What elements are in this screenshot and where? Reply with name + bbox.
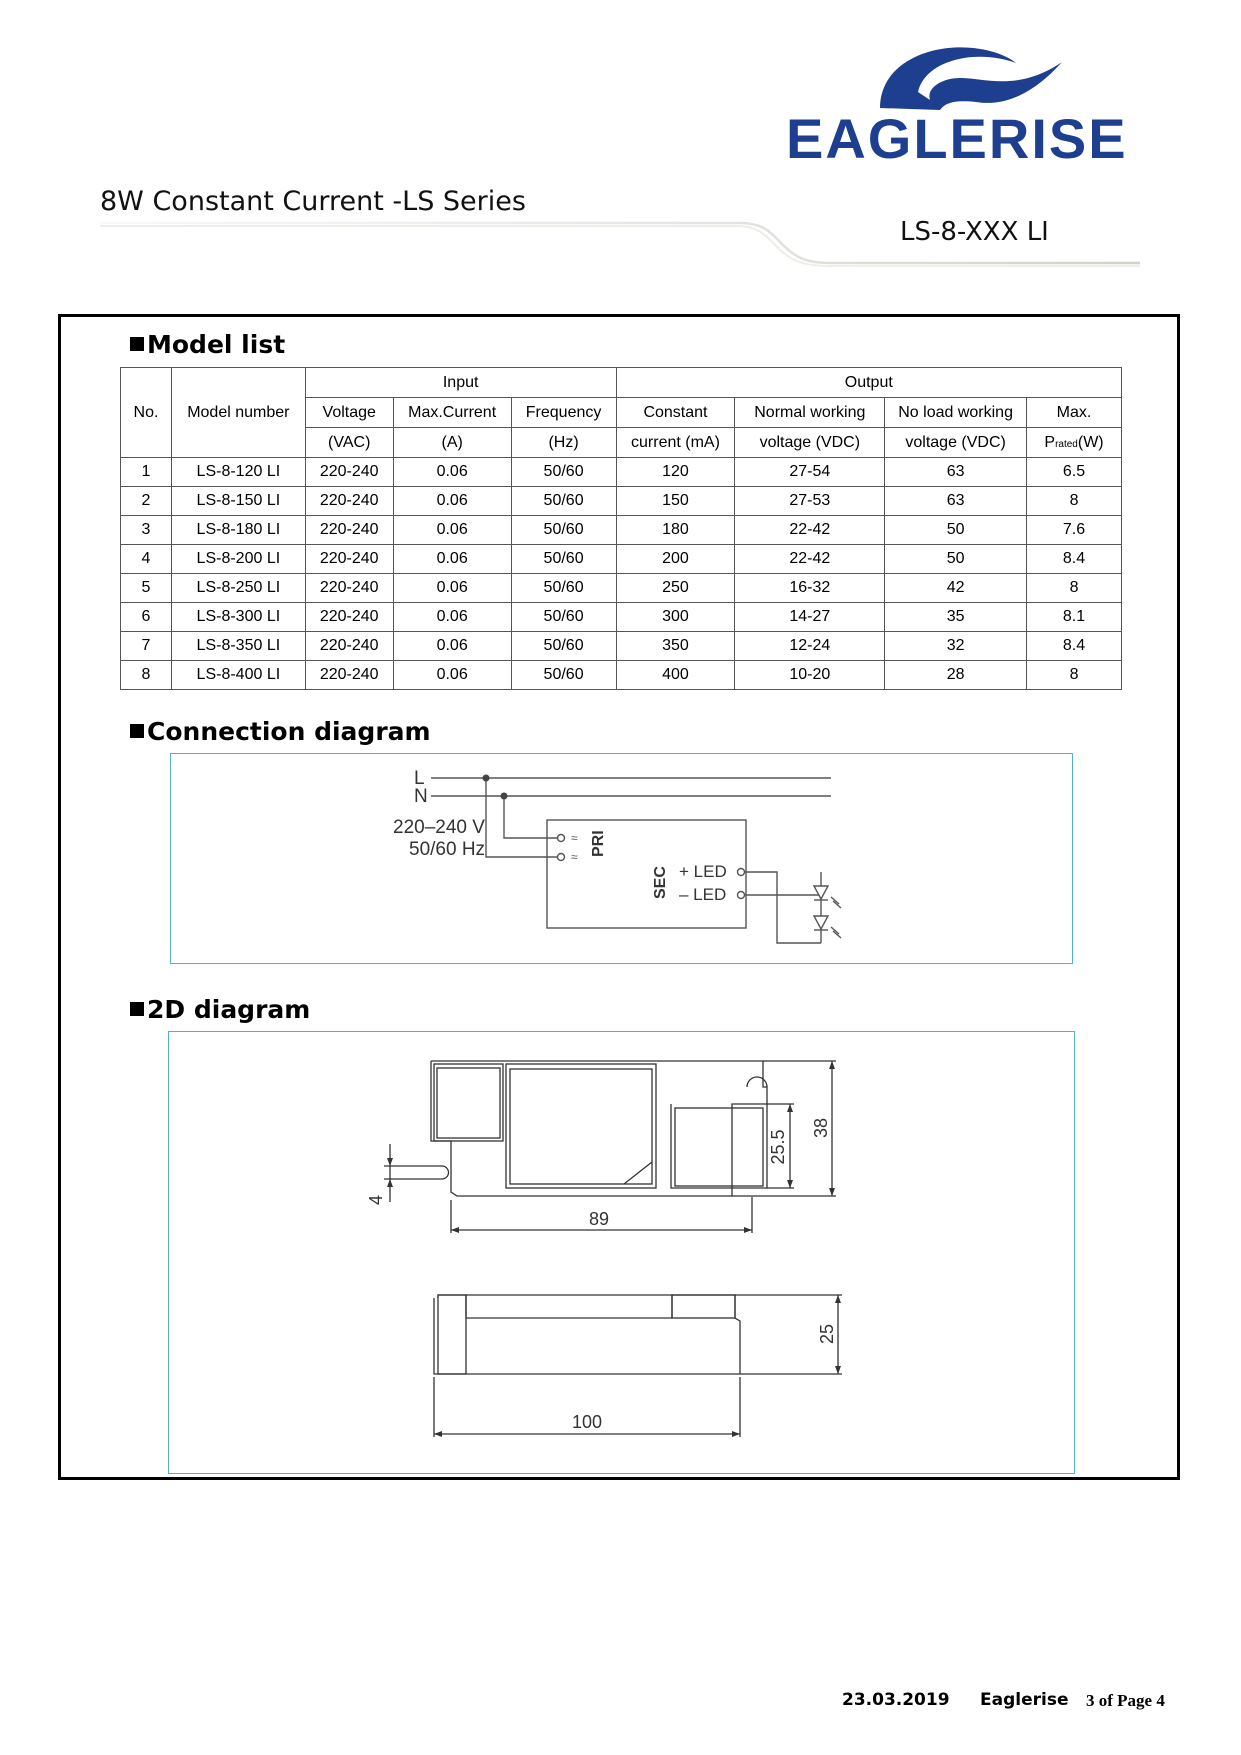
col-header-name: Voltage <box>305 398 393 428</box>
table-cell: LS-8-120 LI <box>171 458 305 487</box>
table-cell: 50 <box>885 545 1027 574</box>
table-cell: 16-32 <box>735 574 885 603</box>
dim-width-top: 89 <box>588 1209 610 1229</box>
dim-height-side: 25 <box>817 1323 837 1345</box>
table-cell: 400 <box>616 661 735 690</box>
table-cell: 220-240 <box>305 458 393 487</box>
led-plus-label: + LED <box>679 862 727 881</box>
col-header-unit: voltage (VDC) <box>735 428 885 458</box>
table-cell: 0.06 <box>393 632 511 661</box>
table-cell: 50/60 <box>511 458 616 487</box>
connection-diagram-box <box>170 753 1073 964</box>
dim-tab: 4 <box>366 1194 386 1206</box>
table-cell: LS-8-150 LI <box>171 487 305 516</box>
col-header-name: No load working <box>885 398 1027 428</box>
table-cell: 300 <box>616 603 735 632</box>
table-cell: 220-240 <box>305 574 393 603</box>
col-header-unit: (A) <box>393 428 511 458</box>
table-cell: 220-240 <box>305 516 393 545</box>
table-cell: 50/60 <box>511 574 616 603</box>
ac-symbol: ≈ <box>571 831 578 845</box>
table-cell: 220-240 <box>305 632 393 661</box>
ac-symbol: ≈ <box>571 850 578 864</box>
table-cell: 50/60 <box>511 661 616 690</box>
table-cell: LS-8-180 LI <box>171 516 305 545</box>
table-cell: LS-8-200 LI <box>171 545 305 574</box>
2d-diagram-box <box>168 1031 1075 1474</box>
table-row <box>121 661 1122 690</box>
col-header-name: Max. <box>1027 398 1122 428</box>
table-cell: 50/60 <box>511 603 616 632</box>
eaglerise-logo <box>780 40 1140 170</box>
header-divider <box>100 218 1140 270</box>
input-voltage-label: 220–240 V <box>393 817 485 838</box>
col-header-unit: (VAC) <box>305 428 393 458</box>
table-cell: 4 <box>121 545 172 574</box>
col-header-name: Normal working <box>735 398 885 428</box>
table-cell: 180 <box>616 516 735 545</box>
table-cell: LS-8-250 LI <box>171 574 305 603</box>
table-cell: 200 <box>616 545 735 574</box>
pri-label: PRI <box>590 830 607 857</box>
table-cell: 8.1 <box>1027 603 1122 632</box>
table-cell: 14-27 <box>735 603 885 632</box>
table-row <box>121 603 1122 632</box>
table-cell: 0.06 <box>393 487 511 516</box>
model-table <box>120 367 1122 690</box>
table-cell: LS-8-300 LI <box>171 603 305 632</box>
section-title-connection: Connection diagram <box>130 717 431 746</box>
logo-text: EAGLERISE <box>786 107 1128 170</box>
table-cell: LS-8-350 LI <box>171 632 305 661</box>
footer-company: Eaglerise <box>980 1690 1069 1710</box>
table-row <box>121 487 1122 516</box>
table-cell: 2 <box>121 487 172 516</box>
footer-date: 23.03.2019 <box>842 1690 950 1710</box>
table-cell: 0.06 <box>393 516 511 545</box>
dim-height-inner: 25.5 <box>768 1129 788 1165</box>
col-header-name: Constant <box>616 398 735 428</box>
led-minus-label: – LED <box>679 885 727 904</box>
table-row <box>121 516 1122 545</box>
table-cell: 27-53 <box>735 487 885 516</box>
table-cell: 0.06 <box>393 545 511 574</box>
table-cell: 8 <box>1027 661 1122 690</box>
table-cell: 22-42 <box>735 545 885 574</box>
table-cell: 8.4 <box>1027 632 1122 661</box>
col-header-unit: current (mA) <box>616 428 735 458</box>
table-cell: 50/60 <box>511 545 616 574</box>
table-cell: 12-24 <box>735 632 885 661</box>
table-cell: 120 <box>616 458 735 487</box>
table-cell: 42 <box>885 574 1027 603</box>
table-cell: 7.6 <box>1027 516 1122 545</box>
line-label-n: N <box>414 786 428 807</box>
col-header-name: Max.Current <box>393 398 511 428</box>
col-header-unit: voltage (VDC) <box>885 428 1027 458</box>
line-label-l: L <box>414 768 425 789</box>
group-header-input: Input <box>305 368 616 398</box>
table-cell: 3 <box>121 516 172 545</box>
table-cell: 8.4 <box>1027 545 1122 574</box>
table-cell: 22-42 <box>735 516 885 545</box>
table-cell: 50 <box>885 516 1027 545</box>
dim-width-side: 100 <box>571 1412 603 1432</box>
table-cell: 1 <box>121 458 172 487</box>
table-cell: 8 <box>1027 574 1122 603</box>
table-cell: 250 <box>616 574 735 603</box>
table-cell: 50/60 <box>511 632 616 661</box>
table-cell: 32 <box>885 632 1027 661</box>
col-header-name: Frequency <box>511 398 616 428</box>
section-title-2d: 2D diagram <box>130 995 310 1024</box>
table-cell: 0.06 <box>393 458 511 487</box>
sec-label: SEC <box>652 866 669 899</box>
table-cell: 0.06 <box>393 661 511 690</box>
table-cell: 150 <box>616 487 735 516</box>
group-header-output: Output <box>616 368 1121 398</box>
table-cell: 6.5 <box>1027 458 1122 487</box>
col-header-no: No. <box>121 368 172 458</box>
table-row <box>121 458 1122 487</box>
table-row <box>121 574 1122 603</box>
section-title-model-list: Model list <box>130 330 285 359</box>
col-header-unit: (Hz) <box>511 428 616 458</box>
dim-height-outer: 38 <box>811 1117 831 1139</box>
table-cell: 220-240 <box>305 603 393 632</box>
table-row <box>121 632 1122 661</box>
table-row <box>121 545 1122 574</box>
connection-diagram <box>171 754 1071 962</box>
table-cell: 27-54 <box>735 458 885 487</box>
table-cell: 7 <box>121 632 172 661</box>
table-cell: 220-240 <box>305 545 393 574</box>
table-cell: 35 <box>885 603 1027 632</box>
table-cell: 0.06 <box>393 574 511 603</box>
2d-diagram <box>169 1032 1073 1472</box>
table-cell: 0.06 <box>393 603 511 632</box>
table-cell: 50/60 <box>511 487 616 516</box>
document-model: LS-8-XXX LI <box>900 217 1049 247</box>
table-cell: 5 <box>121 574 172 603</box>
table-cell: 28 <box>885 661 1027 690</box>
table-cell: 220-240 <box>305 661 393 690</box>
table-cell: 63 <box>885 487 1027 516</box>
table-cell: 10-20 <box>735 661 885 690</box>
document-title: 8W Constant Current -LS Series <box>100 186 526 217</box>
table-cell: 63 <box>885 458 1027 487</box>
col-header-model: Model number <box>171 368 305 458</box>
table-cell: 350 <box>616 632 735 661</box>
table-cell: 6 <box>121 603 172 632</box>
table-cell: 8 <box>1027 487 1122 516</box>
footer-page-number: 3 of Page 4 <box>1086 1691 1165 1710</box>
table-cell: LS-8-400 LI <box>171 661 305 690</box>
col-header-unit: Prated(W) <box>1027 428 1122 458</box>
input-frequency-label: 50/60 Hz <box>409 839 486 860</box>
table-cell: 220-240 <box>305 487 393 516</box>
table-cell: 50/60 <box>511 516 616 545</box>
table-cell: 8 <box>121 661 172 690</box>
